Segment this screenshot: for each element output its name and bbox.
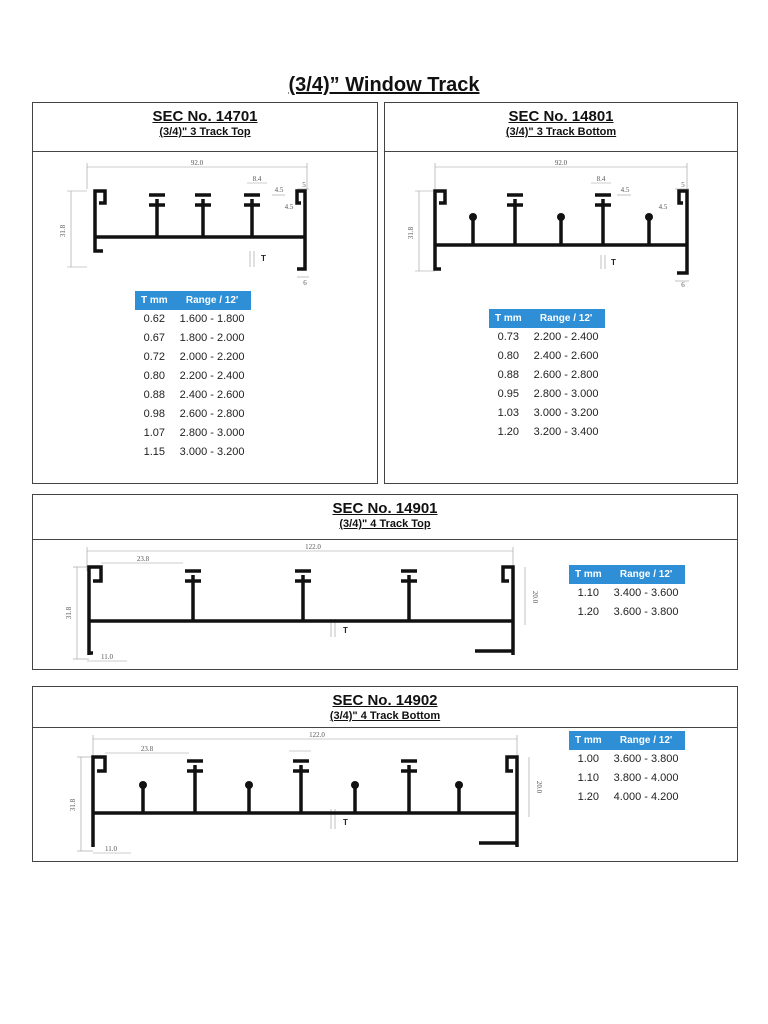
table-row — [489, 328, 605, 347]
dim-t: T — [611, 258, 616, 267]
cell-range: 2.800 - 3.000 — [174, 424, 251, 443]
cell-t: 0.95 — [489, 385, 528, 404]
table-row — [569, 603, 685, 622]
spec-table-14901 — [569, 565, 685, 622]
dim-foot: 11.0 — [105, 845, 117, 853]
dim-width: 92.0 — [190, 159, 204, 167]
table-row — [135, 405, 251, 424]
section-header — [33, 103, 377, 152]
col-header-range: Range / 12' — [174, 291, 251, 310]
dim-d5: 6 — [303, 279, 307, 287]
table-row — [135, 386, 251, 405]
dim-inner: 20.0 — [535, 780, 543, 794]
cell-range: 3.800 - 4.000 — [608, 769, 685, 788]
profile-drawing-14901 — [63, 541, 563, 667]
dim-width: 122.0 — [305, 543, 321, 551]
table-row — [135, 348, 251, 367]
dim-t: T — [261, 254, 266, 263]
dim-pitch: 23.8 — [140, 745, 154, 753]
col-header-range: Range / 12' — [608, 731, 685, 750]
table-row — [135, 329, 251, 348]
cell-t: 0.88 — [489, 366, 528, 385]
dim-d1: 8.4 — [252, 175, 262, 183]
dim-d3: 5 — [302, 181, 306, 189]
spec-table-14902 — [569, 731, 685, 807]
cell-range: 3.600 - 3.800 — [608, 603, 685, 622]
col-header-range: Range / 12' — [528, 309, 605, 328]
cell-range: 2.200 - 2.400 — [528, 328, 605, 347]
table-row — [135, 443, 251, 462]
section-subtitle: (3/4)" 3 Track Bottom — [505, 126, 617, 138]
profile-drawing-14902 — [67, 729, 567, 859]
table-row — [569, 750, 685, 769]
section-14701 — [32, 102, 378, 484]
section-number: SEC No. 14801 — [508, 108, 614, 125]
profile-drawing-14801 — [405, 159, 715, 289]
dim-d2: 4.5 — [274, 186, 284, 194]
dim-width: 122.0 — [309, 731, 325, 739]
dim-width: 92.0 — [554, 159, 568, 167]
table-row — [569, 788, 685, 807]
cell-range: 3.200 - 3.400 — [528, 423, 605, 442]
cell-t: 1.07 — [135, 424, 174, 443]
cell-range: 3.400 - 3.600 — [608, 584, 685, 603]
page-title: (3/4)” Window Track — [288, 74, 480, 96]
table-row — [135, 424, 251, 443]
cell-range: 2.400 - 2.600 — [528, 347, 605, 366]
dim-height: 31.8 — [65, 606, 73, 620]
cell-t: 0.67 — [135, 329, 174, 348]
cell-range: 2.600 - 2.800 — [528, 366, 605, 385]
section-header — [33, 687, 737, 728]
cell-t: 0.88 — [135, 386, 174, 405]
table-row — [569, 584, 685, 603]
dim-d4: 4.5 — [284, 203, 294, 211]
section-header — [385, 103, 737, 152]
col-header-t: T mm — [569, 565, 608, 584]
table-row — [135, 367, 251, 386]
cell-range: 3.000 - 3.200 — [528, 404, 605, 423]
section-header — [33, 495, 737, 540]
table-row — [489, 385, 605, 404]
dim-pitch: 23.8 — [136, 555, 150, 563]
cell-t: 1.10 — [569, 769, 608, 788]
cell-t: 0.80 — [135, 367, 174, 386]
table-row — [135, 310, 251, 329]
dim-d2: 4.5 — [620, 186, 630, 194]
section-14901 — [32, 494, 738, 670]
section-14801 — [384, 102, 738, 484]
dim-d1: 8.4 — [596, 175, 606, 183]
dim-height: 31.8 — [69, 798, 77, 812]
table-row — [489, 404, 605, 423]
section-number: SEC No. 14701 — [152, 108, 258, 125]
cell-t: 0.62 — [135, 310, 174, 329]
dim-t: T — [343, 626, 348, 635]
cell-t: 0.72 — [135, 348, 174, 367]
cell-t: 1.10 — [569, 584, 608, 603]
cell-range: 1.600 - 1.800 — [174, 310, 251, 329]
spec-table-14801 — [489, 309, 605, 442]
cell-range: 3.000 - 3.200 — [174, 443, 251, 462]
profile-drawing-14701 — [57, 159, 357, 289]
col-header-range: Range / 12' — [608, 565, 685, 584]
cell-t: 1.03 — [489, 404, 528, 423]
table-row — [489, 347, 605, 366]
col-header-t: T mm — [569, 731, 608, 750]
table-row — [489, 366, 605, 385]
section-number: SEC No. 14901 — [332, 500, 438, 517]
dim-height: 31.8 — [59, 224, 67, 238]
cell-t: 0.80 — [489, 347, 528, 366]
dim-d3: 5 — [681, 181, 685, 189]
cell-t: 0.73 — [489, 328, 528, 347]
section-subtitle: (3/4)" 3 Track Top — [159, 126, 251, 138]
table-row — [489, 423, 605, 442]
dim-t: T — [343, 818, 348, 827]
table-row — [569, 769, 685, 788]
cell-range: 2.000 - 2.200 — [174, 348, 251, 367]
dim-d5: 6 — [681, 281, 685, 289]
cell-range: 2.800 - 3.000 — [528, 385, 605, 404]
section-subtitle: (3/4)" 4 Track Top — [339, 518, 431, 530]
dim-inner: 20.0 — [531, 590, 539, 604]
section-subtitle: (3/4)" 4 Track Bottom — [329, 710, 441, 722]
spec-table-14701 — [135, 291, 251, 462]
section-14902 — [32, 686, 738, 862]
section-number: SEC No. 14902 — [332, 692, 438, 709]
cell-t: 1.20 — [489, 423, 528, 442]
dim-d4: 4.5 — [658, 203, 668, 211]
cell-t: 1.00 — [569, 750, 608, 769]
cell-t: 1.15 — [135, 443, 174, 462]
cell-range: 2.400 - 2.600 — [174, 386, 251, 405]
dim-height: 31.8 — [407, 226, 415, 240]
cell-range: 2.600 - 2.800 — [174, 405, 251, 424]
cell-range: 3.600 - 3.800 — [608, 750, 685, 769]
cell-t: 1.20 — [569, 788, 608, 807]
col-header-t: T mm — [489, 309, 528, 328]
cell-t: 1.20 — [569, 603, 608, 622]
dim-foot: 11.0 — [101, 653, 113, 661]
cell-range: 2.200 - 2.400 — [174, 367, 251, 386]
cell-range: 1.800 - 2.000 — [174, 329, 251, 348]
cell-range: 4.000 - 4.200 — [608, 788, 685, 807]
cell-t: 0.98 — [135, 405, 174, 424]
col-header-t: T mm — [135, 291, 174, 310]
